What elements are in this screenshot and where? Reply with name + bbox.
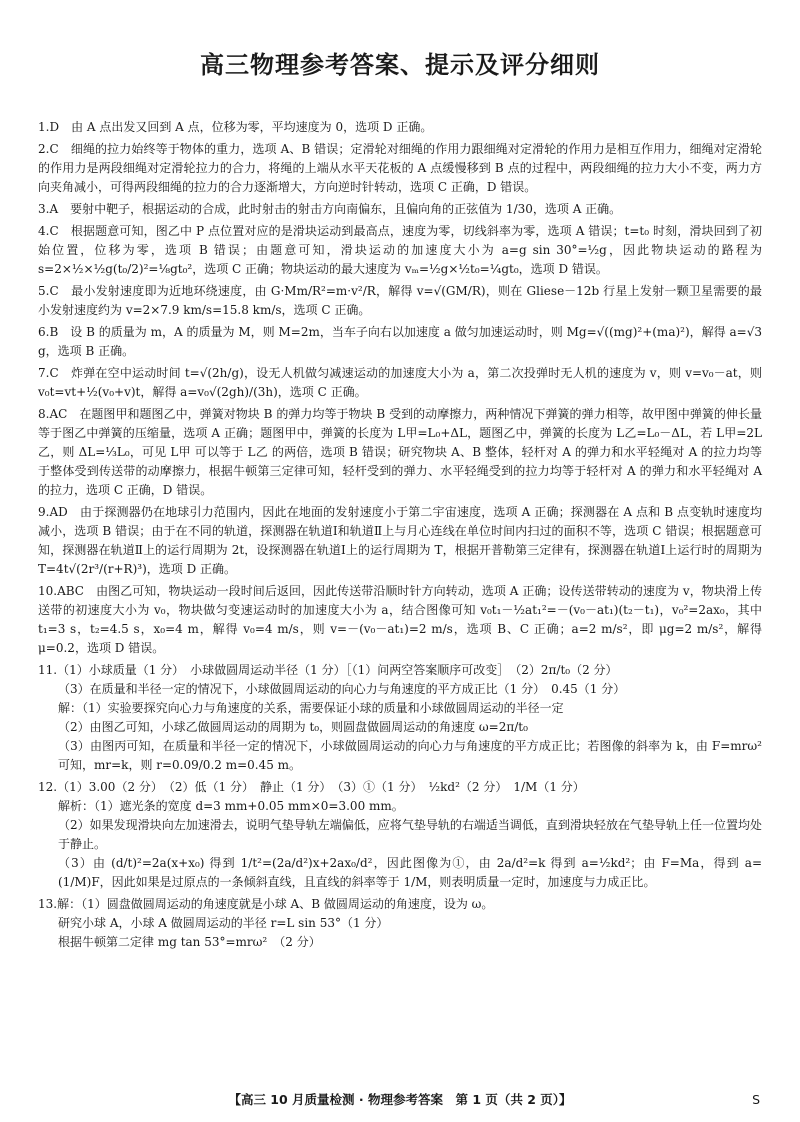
answer-3: 3.A 要射中靶子，根据运动的合成，此时射击的射击方向南偏东，且偏向角的正弦值为 1/30，选项 A 正确。 — [38, 202, 622, 216]
answer-12-line: （2）如果发现滑块向左加速滑去，说明气垫导轨左端偏低，应将气垫导轨的右端适当调低，直到滑块轻放在气垫导轨上任一位置均处于静止。 — [58, 818, 762, 851]
answer-13-head: 13.解：（1）圆盘做圆周运动的角速度就是小球 A、B 做圆周运动的角速度，设为 ω。 — [38, 897, 494, 911]
answer-11-head: 11.（1）小球质量（1 分） 小球做圆周运动半径（1 分）［（1）问两空答案顺序可改变］ （2）2π/t₀（2 分） — [38, 663, 618, 677]
mc-answers — [38, 118, 762, 658]
answer-11-block — [38, 661, 762, 775]
answer-1: 1.D 由 A 点出发又回到 A 点，位移为零，平均速度为 0，选项 D 正确。 — [38, 120, 433, 134]
answer-12-block — [38, 778, 762, 892]
answer-13-block — [38, 895, 762, 952]
answer-6: 6.B 设 B 的质量为 m，A 的质量为 M，则 M=2m，当车子向右以加速度 a 做匀加速运动时，则 Mg=√((mg)²+(ma)²)，解得 a=√3 g，选项 B 正确。 — [38, 325, 762, 358]
answer-13-line: 根据牛顿第二定律 mg tan 53°=mrω² （2 分） — [58, 935, 321, 949]
answer-10: 10.ABC 由图乙可知，物块运动一段时间后返回，因此传送带沿顺时针方向转动，选项 A 正确；设传送带转动的速度为 v，物块滑上传送带的初速度大小为 v₀，物块做匀变速运动时的加速度大小为 a，结合图像可知 v₀t₁－½at₁²=－(v₀－at₁)(t₂－t₁)，v₀²=2ax₀，其中 t₁=3 s，t₂=4.5 s，x₀=4 m，解得 v₀=4 m/s，则 v=－(v₀－at₁)=2 m/s，选项 B、C 正确；a=2 m/s²，即 μg=2 m/s²，解得 μ=0.2，选项 D 错误。 — [38, 584, 762, 655]
answer-7: 7.C 炸弹在空中运动时间 t=√(2h/g)，设无人机做匀减速运动的加速度大小为 a，第二次投弹时无人机的速度为 v，则 v=v₀－at，则 v₀t=vt+½(v₀+v)t，解得 a=v₀√(2gh)/(3h)，选项 C 正确。 — [38, 366, 762, 399]
answer-9: 9.AD 由于探测器仍在地球引力范围内，因此在地面的发射速度小于第二宇宙速度，选项 A 正确；探测器在 A 点和 B 点变轨时速度均减小，选项 B 错误；由于在不同的轨道，探测器在轨道Ⅰ和轨道Ⅱ上与月心连线在单位时间内扫过的面积不等，选项 C 错误；根据题意可知，探测器在轨道Ⅱ上的运行周期为 2t，设探测器在轨道Ⅰ上的运行周期为 T，根据开普勒第三定律有，探测器在轨道Ⅰ上运行时的周期为 T=4t√(2r³/(r+R)³)，选项 D 正确。 — [38, 505, 762, 576]
answer-12-line: （3）由 (d/t)²=2a(x+x₀) 得到 1/t²=(2a/d²)x+2ax₀/d²，因此图像为①，由 2a/d²=k 得到 a=½kd²；由 F=Ma，得到 a=(1/M)F，因此如果是过原点的一条倾斜直线，且直线的斜率等于 1/M，则表明质量一定时，加速度与力成正比。 — [58, 856, 762, 889]
answer-12-line: 解析：（1）遮光条的宽度 d=3 mm+0.05 mm×0=3.00 mm。 — [58, 799, 404, 813]
answer-11-line: （2）由图乙可知，小球乙做圆周运动的周期为 t₀，则圆盘做圆周运动的角速度 ω=2π/t₀ — [58, 720, 528, 734]
answer-11-line: 解：（1）实验要探究向心力与角速度的关系，需要保证小球的质量和小球做圆周运动的半径一定 — [58, 701, 564, 715]
answer-13-line: 研究小球 A，小球 A 做圆周运动的半径 r=L sin 53°（1 分） — [58, 916, 389, 930]
answer-8: 8.AC 在题图甲和题图乙中，弹簧对物块 B 的弹力均等于物块 B 受到的动摩擦力，两种情况下弹簧的弹力相等，故甲图中弹簧的伸长量等于图乙中弹簧的压缩量，选项 A 正确；题图甲中，弹簧的长度为 L甲=L₀+ΔL，题图乙中，弹簧的长度为 L乙=L₀－ΔL，若 L甲=2L乙，则 ΔL=⅓L₀，可见 L甲 可以等于 L乙 的两倍，选项 B 错误；研究物块 A、B 整体，轻杆对 A 的弹力和水平轻绳对 A 的拉力均等于整体受到传送带的动摩擦力，根据牛顿第三定律可知，轻杆受到的弹力、水平轻绳受到的拉力均等于轻杆对 A 的弹力和水平轻绳对 A 的拉力，选项 C 正确，D 错误。 — [38, 407, 762, 497]
page-footer: 【高三 10 月质量检测 · 物理参考答案 第 1 页（共 2 页）】 — [228, 1092, 572, 1107]
page-title: 高三物理参考答案、提示及评分细则 — [200, 51, 600, 79]
answer-12-head: 12.（1）3.00（2 分） （2）低（1 分） 静止（1 分） （3）①（1 分） ½kd²（2 分） 1/M（1 分） — [38, 780, 585, 794]
answer-5: 5.C 最小发射速度即为近地环绕速度，由 G·Mm/R²=m·v²/R，解得 v=√(GM/R)，则在 Gliese－12b 行星上发射一颗卫星需要的最小发射速度约为 v=2×7.9 km/s=15.8 km/s，选项 C 正确。 — [38, 284, 762, 317]
version-letter: S — [752, 1092, 760, 1107]
answer-11-line: （3）在质量和半径一定的情况下，小球做圆周运动的向心力与角速度的平方成正比（1 分） 0.45（1 分） — [58, 682, 626, 696]
answer-11-line: （3）由图丙可知，在质量和半径一定的情况下，小球做圆周运动的向心力与角速度的平方成正比；若图像的斜率为 k，由 F=mrω² 可知，mr=k，则 r=0.09/0.2 m=0.45 m。 — [58, 739, 762, 772]
answer-4: 4.C 根据题意可知，图乙中 P 点位置对应的是滑块运动到最高点，速度为零，切线斜率为零，选项 A 错误；t=t₀ 时刻，滑块回到了初始位置，位移为零，选项 B 错误；由题意可知，滑块运动的加速度大小为 a=g sin 30°=½g，因此物块运动的路程为 s=2×½×½g(t₀/2)²=⅛gt₀²，选项 C 正确；物块运动的最大速度为 vₘ=½g×½t₀=¼gt₀，选项 D 错误。 — [38, 224, 762, 276]
answer-2: 2.C 细绳的拉力始终等于物体的重力，选项 A、B 错误；定滑轮对细绳的作用力跟细绳对定滑轮的作用力是相互作用力，细绳对定滑轮的作用力是两段细绳对定滑轮拉力的合力，将绳的上端从水平天花板的 A 点缓慢移到 B 点的过程中，两段细绳的拉力大小不变，两力方向夹角减小，可得两段细绳的拉力的合力逐渐增大，方向逆时针转动，选项 C 正确，D 错误。 — [38, 142, 762, 194]
